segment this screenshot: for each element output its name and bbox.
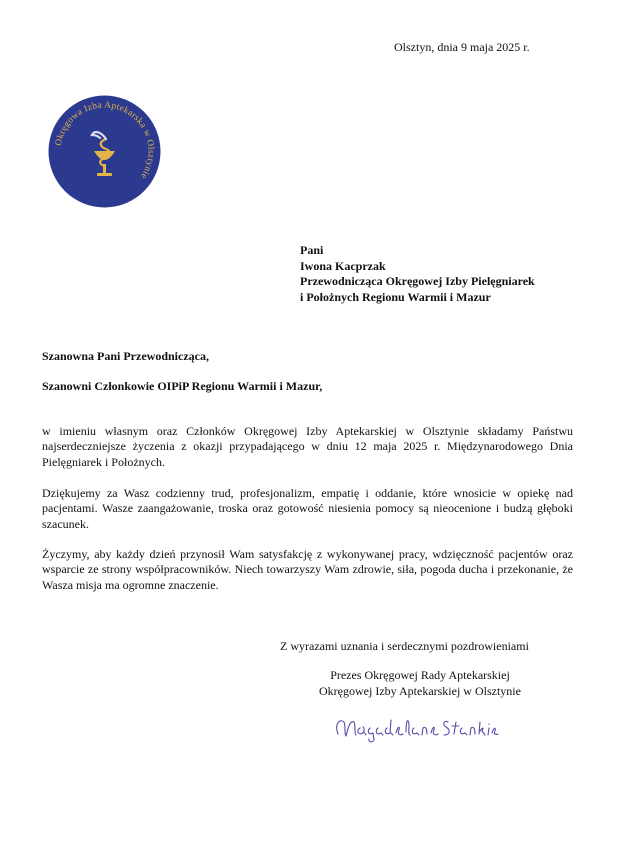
date-line: Olsztyn, dnia 9 maja 2025 r. bbox=[394, 40, 530, 54]
closing-line: Z wyrazami uznania i serdecznymi pozdrowieniami bbox=[280, 639, 529, 653]
handwritten-signature bbox=[330, 710, 500, 744]
recipient-name: Iwona Kacprzak bbox=[300, 258, 386, 273]
salutation-secondary: Szanowni Członkowie OIPiP Regionu Warmii i Mazur, bbox=[42, 379, 323, 393]
signatory-organization: Okręgowej Izby Aptekarskiej w Olsztynie bbox=[319, 683, 521, 698]
recipient-title: Przewodnicząca Okręgowej Izby Pielęgniarek bbox=[300, 274, 535, 288]
body-paragraph-2: Dziękujemy za Wasz codzienny trud, profesjonalizm, empatię i oddanie, które wnosicie w opiekę nad pacjentami. Wasze zaangażowanie, troska oraz gotowość niesienia pomocy są nieocenione i budzą głęboki szacunek. bbox=[42, 486, 573, 531]
logo-ring-text: Okręgowa Izba Aptekarska w Olsztynie bbox=[52, 99, 157, 182]
chamber-logo bbox=[48, 95, 161, 208]
body-paragraph-1: w imieniu własnym oraz Członków Okręgowej Izby Aptekarskiej w Olsztynie składamy Państwu najserdeczniejsze życzenia z okazji przypadającego w dniu 12 maja 2025 r. Międzynarodowego Dnia Pielęgniarek i Położnych. bbox=[42, 424, 573, 469]
body-paragraph-3: Życzymy, aby każdy dzień przynosił Wam satysfakcję z wykonywanej pracy, wdzięczność pacjentów oraz wsparcie ze strony współpracowników. Niech towarzyszy Wam zdrowie, siła, pogoda ducha i przekonanie, że Wasza misja ma ogromne znaczenie. bbox=[42, 547, 573, 592]
recipient-organization: i Położnych Regionu Warmii i Mazur bbox=[300, 289, 491, 304]
recipient-block bbox=[300, 243, 535, 305]
salutation-primary: Szanowna Pani Przewodnicząca, bbox=[42, 349, 209, 363]
recipient-line: Pani bbox=[300, 243, 324, 257]
signatory-role: Prezes Okręgowej Rady Aptekarskiej bbox=[330, 668, 510, 682]
signatory-block bbox=[300, 668, 540, 699]
